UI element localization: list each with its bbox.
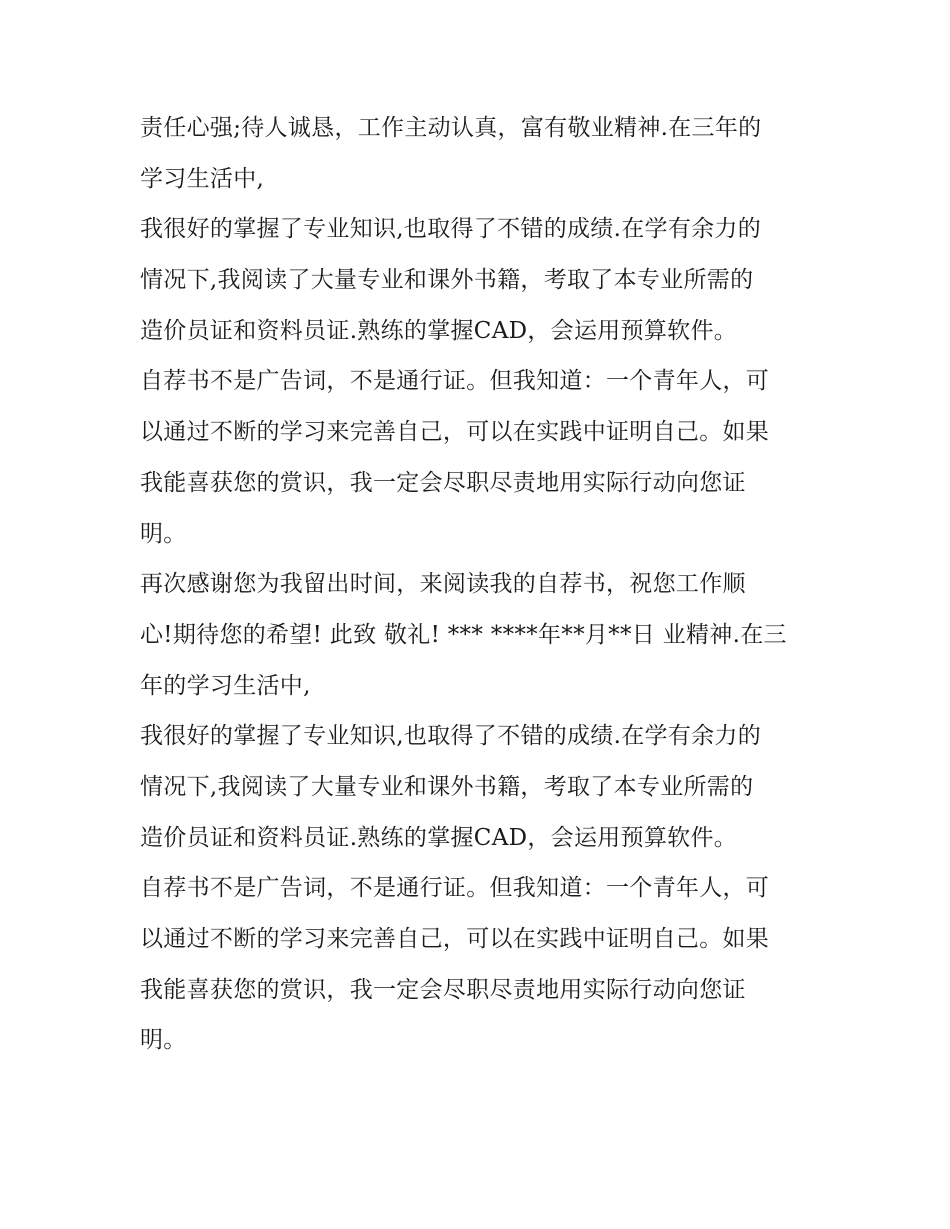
text-line: 学习生活中, [140,165,265,192]
text-line: 我能喜获您的赏识，我一定会尽职尽责地用实际行动向您证 [140,469,746,496]
text-line: 明。 [140,520,187,547]
text-line: 我很好的掌握了专业知识,也取得了不错的成绩.在学有余力的 [140,723,762,750]
text-line: 造价员证和资料员证.熟练的掌握CAD，会运用预算软件。 [140,824,738,851]
text-line: 我能喜获您的赏识，我一定会尽职尽责地用实际行动向您证 [140,976,746,1003]
text-line: 明。 [140,1027,187,1054]
text-line: 我很好的掌握了专业知识,也取得了不错的成绩.在学有余力的 [140,216,762,243]
text-line: 年的学习生活中, [140,672,311,699]
text-line: 自荐书不是广告词，不是通行证。但我知道：一个青年人，可 [140,875,770,902]
text-line: 责任心强;待人诚恳，工作主动认真，富有敬业精神.在三年的 [140,115,762,141]
text-line: 以通过不断的学习来完善自己，可以在实践中证明自己。如果 [140,926,770,952]
text-line: 以通过不断的学习来完善自己，可以在实践中证明自己。如果 [140,419,770,446]
text-line: 造价员证和资料员证.熟练的掌握CAD，会运用预算软件。 [140,317,738,344]
text-line: 自荐书不是广告词，不是通行证。但我知道：一个青年人，可 [140,368,770,395]
text-line: 再次感谢您为我留出时间，来阅读我的自荐书，祝您工作顺 [140,571,746,598]
text-line: 情况下,我阅读了大量专业和课外书籍，考取了本专业所需的 [140,773,754,800]
document-body [140,103,820,1066]
text-line: 心!期待您的希望! 此致 敬礼! *** ****年**月**日 业精神.在三 [140,621,787,648]
text-line: 情况下,我阅读了大量专业和课外书籍，考取了本专业所需的 [140,267,754,294]
